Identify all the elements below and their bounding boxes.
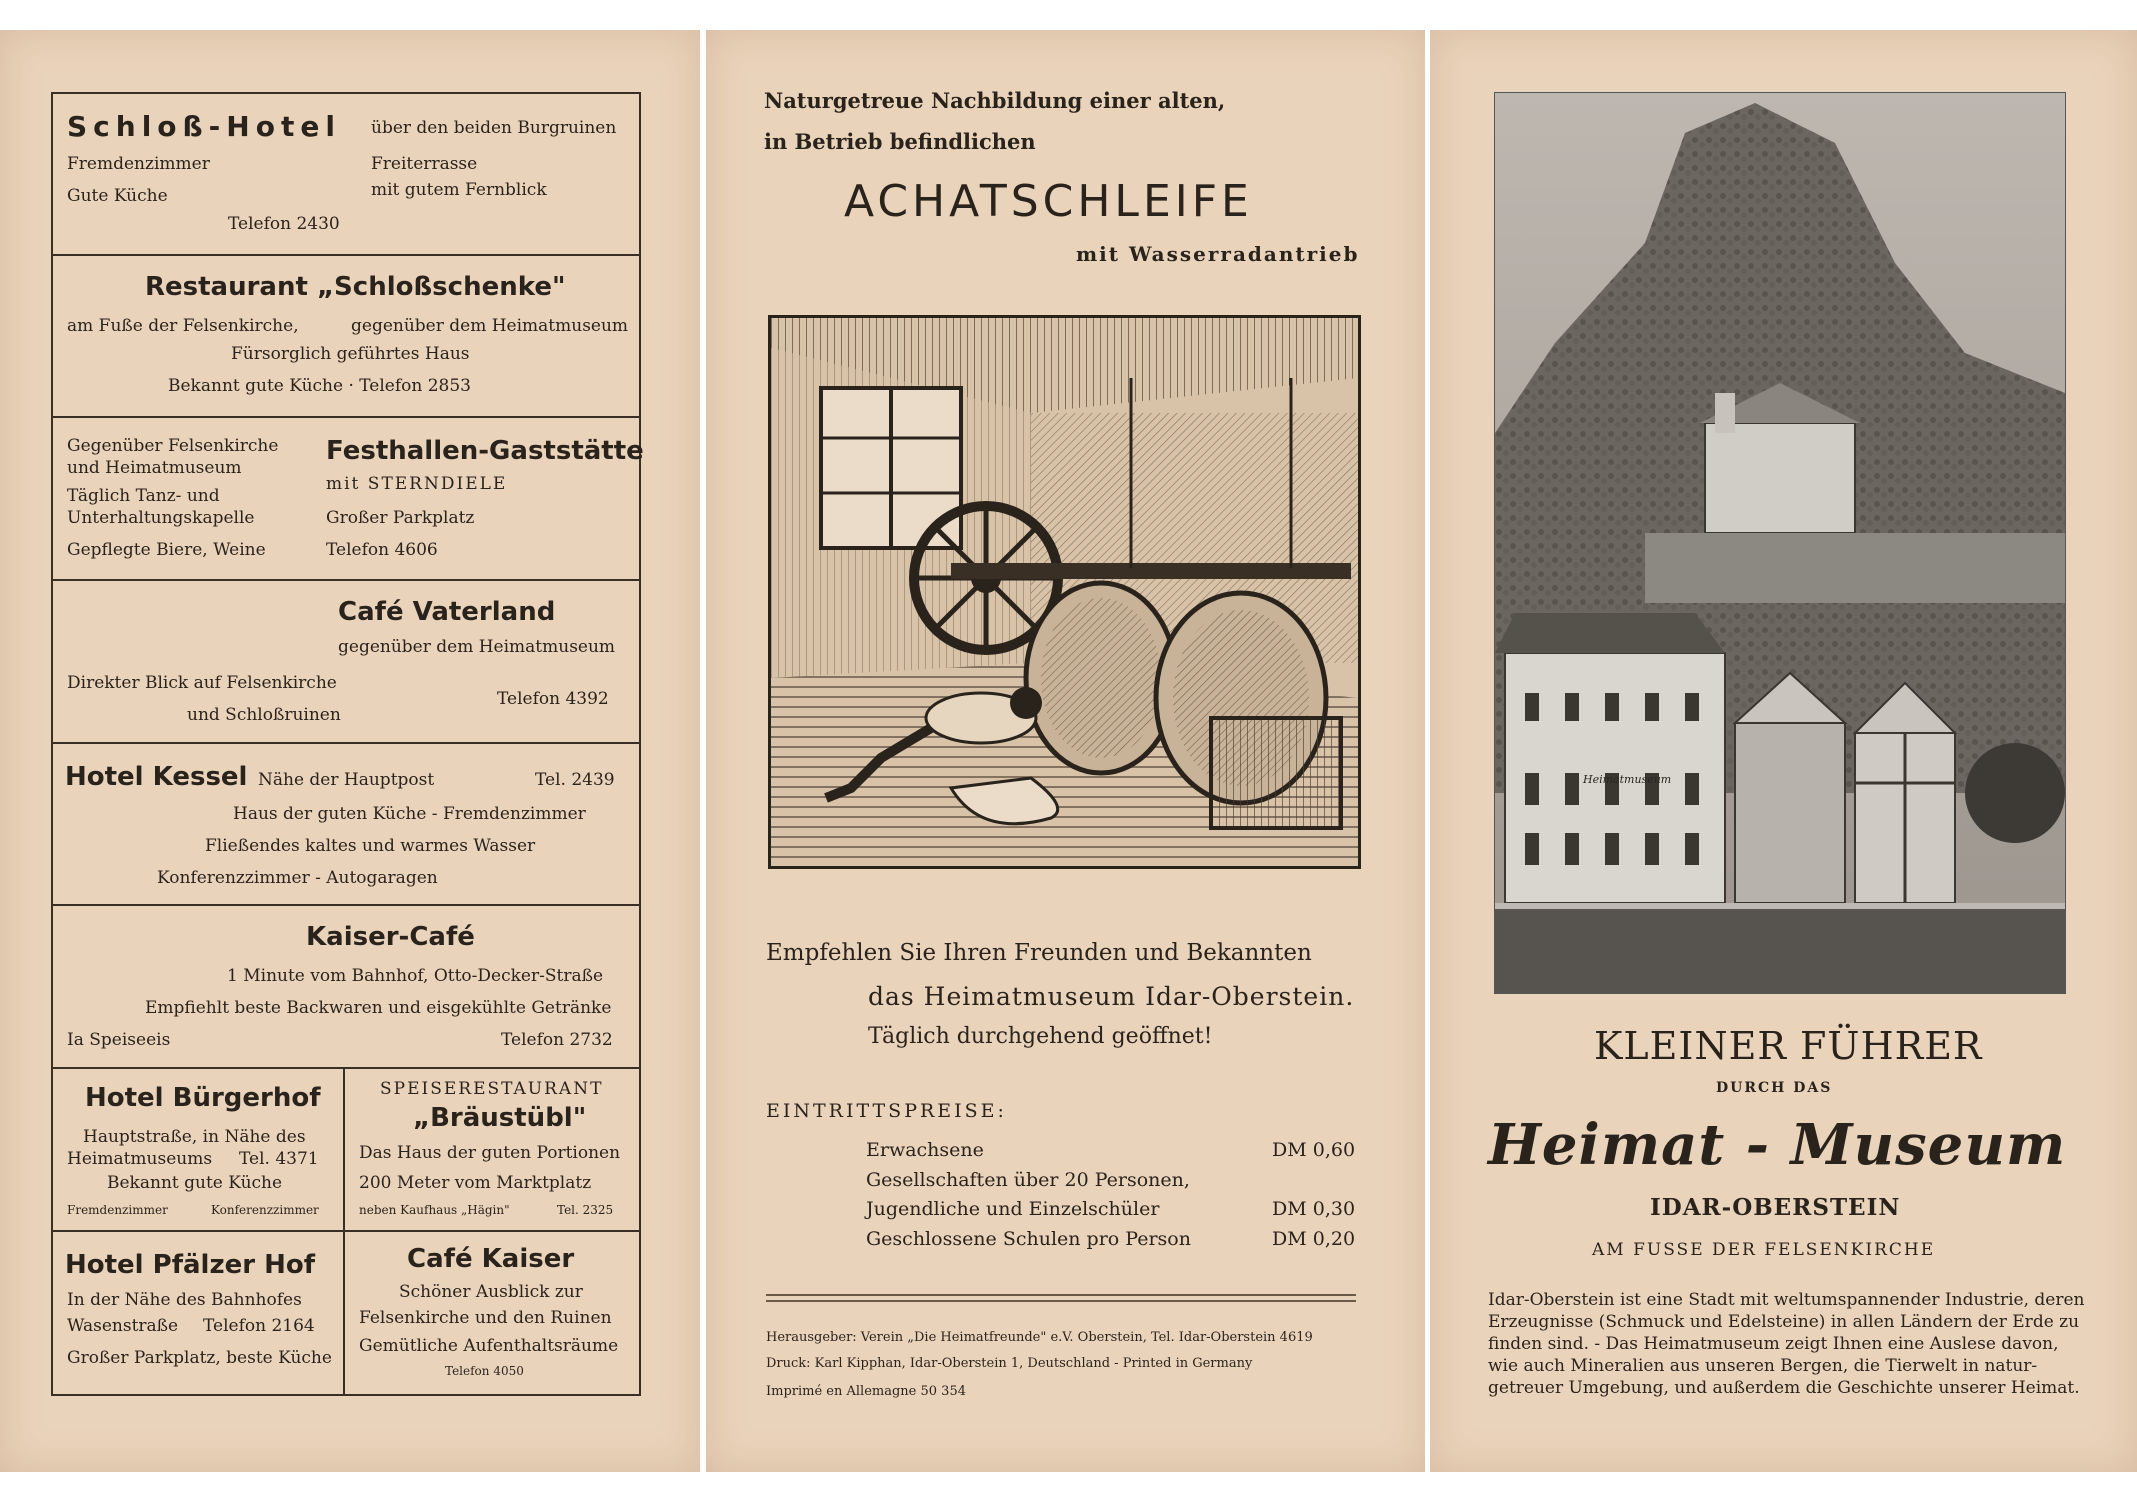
cover-title-1: KLEINER FÜHRER [1594,1024,1983,1068]
ad-line: Heimatmuseums [67,1149,213,1169]
body-line: wie auch Mineralien aus unseren Bergen, die Tierwelt in natur- [1488,1356,2038,1376]
workshop-drawing [771,318,1358,866]
cover-title-4: IDAR-OBERSTEIN [1650,1194,1901,1221]
imprint-line-2: Druck: Karl Kipphan, Idar-Oberstein 1, Deutschland - Printed in Germany [766,1356,1253,1371]
ad-phone: Telefon 4392 [497,689,609,709]
ad-line: gegenüber dem Heimatmuseum [351,316,629,336]
ad-phone: Telefon 4050 [445,1364,524,1378]
price-value: DM 0,20 [1272,1228,1356,1250]
ad-title: Schloß-Hotel [67,110,341,143]
price-value: DM 0,30 [1272,1198,1356,1220]
ad-line: Empfiehlt beste Backwaren und eisgekühlte Getränke [145,998,612,1018]
ad-line: Gemütliche Aufenthaltsräume [359,1336,619,1356]
ad-line: Das Haus der guten Portionen [359,1143,621,1163]
museum-photo [1494,92,2066,994]
recommend-line-2: das Heimatmuseum Idar-Oberstein. [868,982,1355,1011]
ad-line: und Schloßruinen [187,705,341,725]
ad-line: Felsenkirche und den Ruinen [359,1308,612,1328]
ad-line: gegenüber dem Heimatmuseum [338,637,616,657]
imprint-line-3: Imprimé en Allemagne 50 354 [766,1384,966,1399]
ad-line: Nähe der Hauptpost [258,770,435,790]
ad-hotel-pfaelzer-hof [53,1232,345,1392]
ad-line: Bekannt gute Küche · Telefon 2853 [168,376,471,396]
ad-line: Freiterrasse [371,154,478,174]
recommend-line-1: Empfehlen Sie Ihren Freunden und Bekannten [766,940,1312,966]
body-line: Idar-Oberstein ist eine Stadt mit weltumspannender Industrie, deren [1488,1290,2085,1310]
intro-line-2: in Betrieb befindlichen [764,129,1036,154]
ad-line: Wasenstraße [67,1316,179,1336]
ad-line: In der Nähe des Bahnhofes [67,1290,302,1310]
achatschleife-illustration [768,315,1361,869]
ad-phone: Telefon 2732 [501,1030,613,1050]
imprint-divider [766,1294,1356,1296]
cover-title-5: AM FUSSE DER FELSENKIRCHE [1592,1240,1936,1260]
ad-title: „Bräustübl" [413,1103,587,1133]
ad-title: Festhallen-Gaststätte [326,436,644,466]
imprint-divider [766,1300,1356,1302]
prices-heading: EINTRITTSPREISE: [766,1100,1007,1122]
headline: ACHATSCHLEIFE [844,176,1253,227]
ad-line: Schöner Ausblick zur [399,1282,583,1302]
ad-line: Fließendes kaltes und warmes Wasser [205,836,536,856]
subline: mit Wasserradantrieb [1076,242,1360,266]
felsenkirche-photo [1495,93,2065,993]
ad-hotel-buergerhof [53,1069,345,1232]
ad-phone: Telefon 2430 [228,214,340,234]
ad-phone: Telefon 4606 [326,540,438,560]
ad-line: Täglich Tanz- und [67,486,220,506]
left-panel-advertisements [0,30,700,1472]
ad-line: Hauptstraße, in Nähe des [83,1127,306,1147]
ad-cafe-kaiser [345,1232,639,1392]
middle-panel-achatschleife [706,30,1425,1472]
ad-festhallen-gaststaette [53,418,644,581]
price-label: Gesellschaften über 20 Personen, [866,1169,1190,1191]
ad-line: Bekannt gute Küche [107,1173,283,1193]
ad-title: Café Kaiser [407,1244,575,1274]
ad-title: Hotel Bürgerhof [85,1083,321,1113]
ad-line: Konferenzzimmer [211,1203,319,1217]
ad-line: neben Kaufhaus „Hägin" [359,1203,510,1217]
ad-line: Gepflegte Biere, Weine [67,540,266,560]
ad-schloss-hotel [53,94,639,256]
ad-title: Café Vaterland [338,597,556,627]
photo-sign: Heimatmuseum [1583,773,1672,786]
ad-line: Fürsorglich geführtes Haus [231,344,470,364]
ad-line: Ia Speiseeis [67,1030,171,1050]
cover-title-3: Heimat - Museum [1488,1112,2067,1178]
ad-title: Restaurant „Schloßschenke" [145,272,566,302]
ad-phone: Tel. 2439 [535,770,615,790]
body-line: getreuer Umgebung, und außerdem die Geschichte unserer Heimat. [1488,1378,2080,1398]
ad-phone: Telefon 2164 [203,1316,315,1336]
ad-line: am Fuße der Felsenkirche, [67,316,299,336]
ad-tagline: über den beiden Burgruinen [371,118,617,138]
intro-line-1: Naturgetreue Nachbildung einer alten, [764,88,1226,113]
right-panel-cover [1430,30,2137,1472]
ad-title: Hotel Pfälzer Hof [65,1250,316,1280]
ad-line: Fremdenzimmer [67,1203,168,1217]
ad-hotel-kessel [53,744,639,906]
ad-title: Hotel Kessel [65,762,248,792]
price-label: Erwachsene [866,1139,984,1161]
cover-title-2: DURCH DAS [1716,1080,1833,1096]
ad-line: Großer Parkplatz [326,508,475,528]
ad-braeustuebl [345,1069,639,1232]
ad-line: Fremdenzimmer [67,154,210,174]
ad-line: 1 Minute vom Bahnhof, Otto-Decker-Straße [227,966,604,986]
ad-line: Großer Parkplatz, beste Küche [67,1348,332,1368]
price-label: Geschlossene Schulen pro Person [866,1228,1191,1250]
ad-line: 200 Meter vom Marktplatz [359,1173,592,1193]
ad-schlossschenke [53,256,639,418]
ad-line: Konferenzzimmer - Autogaragen [157,868,438,888]
ad-divider [343,1069,345,1394]
ad-line: und Heimatmuseum [67,458,242,478]
ad-phone: Tel. 4371 [239,1149,319,1169]
ad-line: Gegenüber Felsenkirche [67,436,279,456]
ad-phone: Tel. 2325 [557,1203,614,1217]
imprint-line-1: Herausgeber: Verein „Die Heimatfreunde" e.V. Oberstein, Tel. Idar-Oberstein 4619 [766,1330,1313,1345]
ad-line: Haus der guten Küche - Fremdenzimmer [233,804,586,824]
ads-grid [51,92,644,1396]
price-label: Jugendliche und Einzelschüler [866,1198,1160,1220]
ad-line: Direkter Blick auf Felsenkirche [67,673,337,693]
ad-pre: SPEISERESTAURANT [380,1079,604,1099]
recommend-line-3: Täglich durchgehend geöffnet! [868,1024,1213,1049]
ad-title: Kaiser-Café [306,922,475,952]
ad-line: Gute Küche [67,186,168,206]
ad-line: mit STERNDIELE [326,474,508,494]
ad-kaiser-cafe [53,906,639,1069]
ad-line: mit gutem Fernblick [371,180,547,200]
body-line: finden sind. - Das Heimatmuseum zeigt Ihnen eine Auslese davon, [1488,1334,2059,1354]
ad-cafe-vaterland [53,581,639,744]
body-line: Erzeugnisse (Schmuck und Edelsteine) in allen Ländern der Erde zu [1488,1312,2080,1332]
ad-line: Unterhaltungskapelle [67,508,255,528]
price-value: DM 0,60 [1272,1139,1356,1161]
